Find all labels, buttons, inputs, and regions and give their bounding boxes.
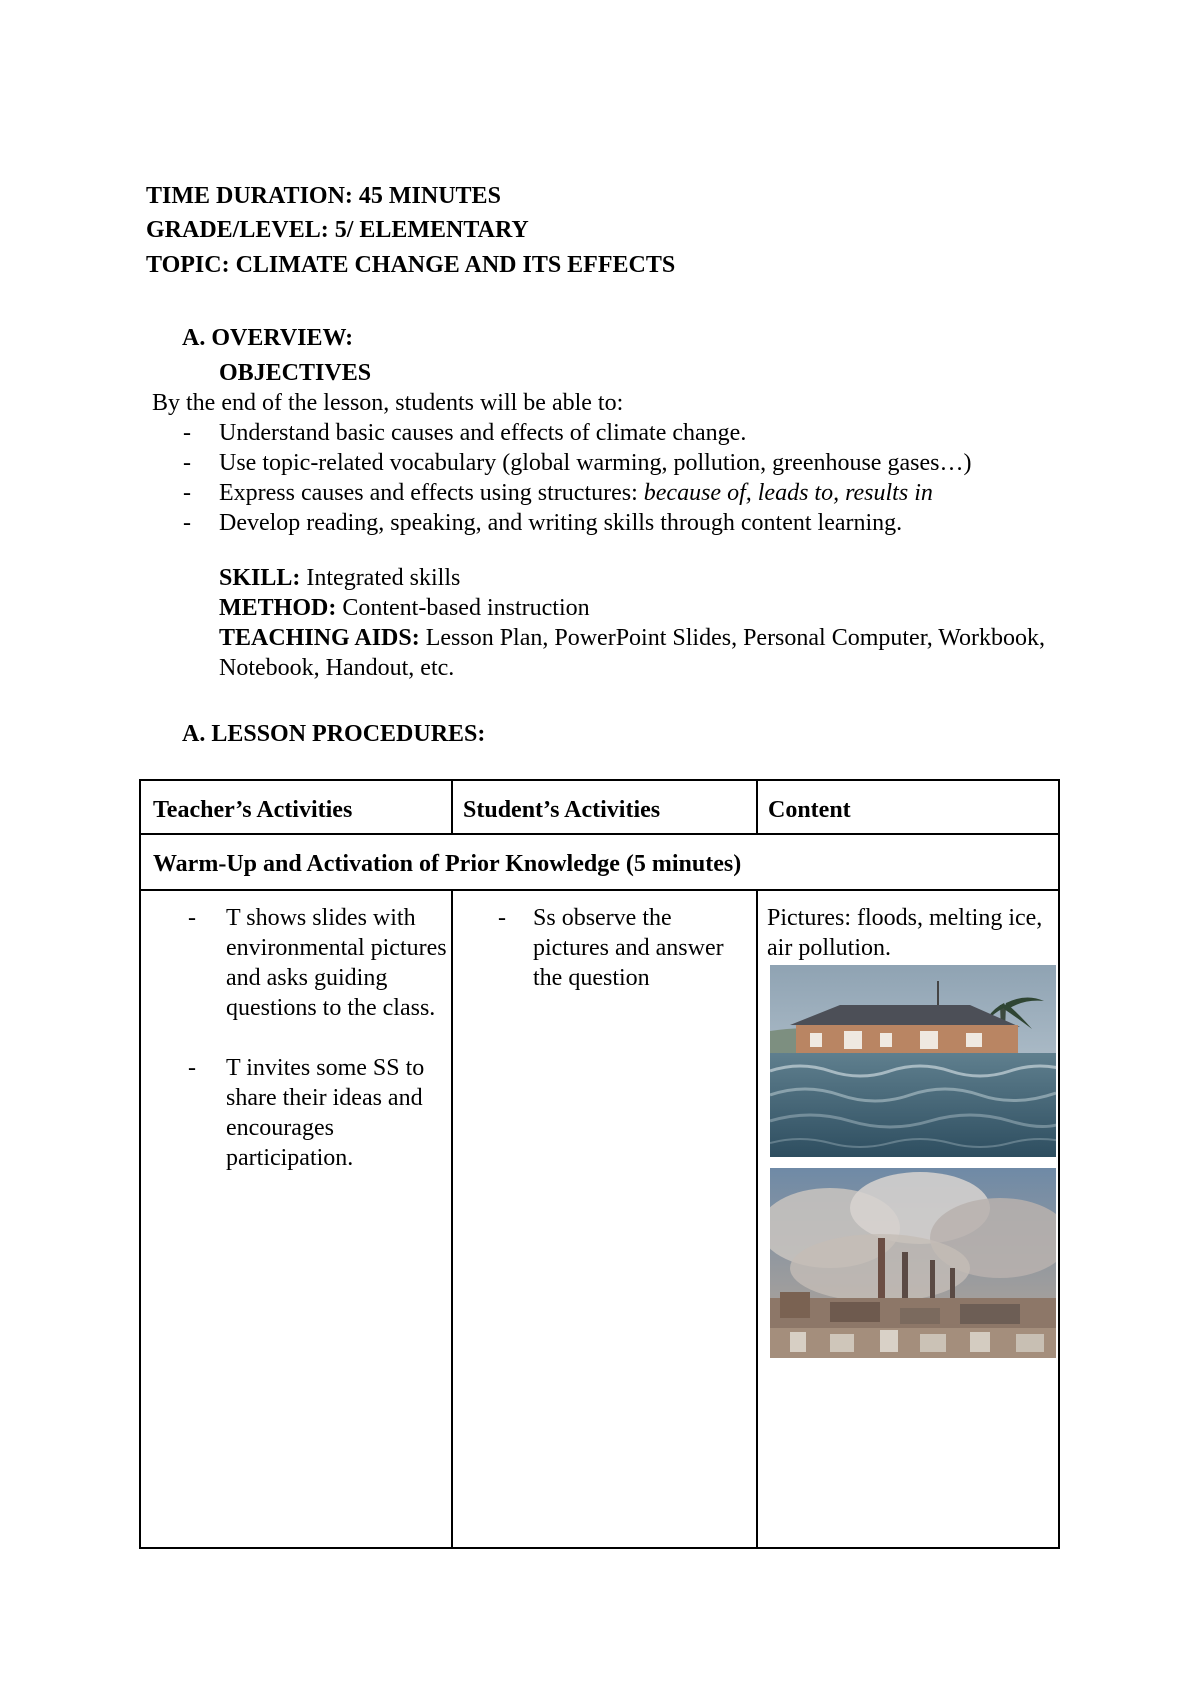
method-label: METHOD:	[219, 595, 337, 621]
aids-label: TEACHING AIDS:	[219, 625, 420, 651]
objectives-intro: By the end of the lesson, students will be able to:	[152, 390, 624, 416]
skill-line	[219, 563, 1079, 593]
lesson-meta	[219, 563, 1079, 683]
objective-item: - Develop reading, speaking, and writing skills through content learning.	[180, 508, 971, 538]
objective-item: - Understand basic causes and effects of climate change.	[180, 418, 971, 448]
warm-up-section-title: Warm-Up and Activation of Prior Knowledge (5 minutes)	[153, 851, 742, 877]
time-duration: TIME DURATION: 45 MINUTES	[146, 183, 501, 209]
aids-line	[219, 623, 1079, 683]
objective-item: - Use topic-related vocabulary (global warming, pollution, greenhouse gases…)	[180, 448, 971, 478]
procedures-heading: A. LESSON PROCEDURES:	[182, 721, 486, 747]
method-value: Content-based instruction	[336, 595, 590, 621]
objectives-list	[180, 418, 971, 538]
topic: TOPIC: CLIMATE CHANGE AND ITS EFFECTS	[146, 252, 676, 278]
divider	[756, 889, 758, 1549]
flood-picture	[770, 965, 1056, 1157]
header-content: Content	[768, 797, 851, 823]
aids-value: Lesson Plan, PowerPoint Slides, Personal Computer, Workbook, Notebook, Handout, etc.	[219, 625, 1046, 681]
divider	[756, 781, 758, 835]
skill-value: Integrated skills	[300, 565, 461, 591]
content-text: Pictures: floods, melting ice, air pollution.	[767, 905, 1043, 961]
list-item: - T shows slides with environmental pictures and asks guiding questions to the class.	[188, 903, 448, 1023]
divider	[451, 889, 453, 1549]
list-item: - T invites some SS to share their ideas and encourages participation.	[188, 1053, 448, 1173]
teacher-activities-list	[188, 903, 448, 1173]
objectives-title: OBJECTIVES	[219, 360, 372, 386]
method-line	[219, 593, 1079, 623]
divider	[141, 889, 1058, 891]
objective-item	[180, 478, 971, 508]
divider	[451, 781, 453, 835]
grade-level: GRADE/LEVEL: 5/ ELEMENTARY	[146, 217, 529, 243]
header-teacher-activities: Teacher’s Activities	[153, 797, 353, 823]
objective-structures: because of, leads to, results in	[643, 480, 933, 506]
divider	[141, 833, 1058, 835]
skill-label: SKILL:	[219, 565, 301, 591]
header-student-activities: Student’s Activities	[463, 797, 661, 823]
overview-heading: A. OVERVIEW:	[182, 325, 354, 351]
student-activities-list	[498, 903, 743, 993]
air-pollution-picture	[770, 1168, 1056, 1358]
list-item: - Ss observe the pictures and answer the question	[498, 903, 743, 993]
lesson-procedures-table	[139, 779, 1060, 1549]
objective-text: Express causes and effects using structures:	[219, 480, 644, 506]
